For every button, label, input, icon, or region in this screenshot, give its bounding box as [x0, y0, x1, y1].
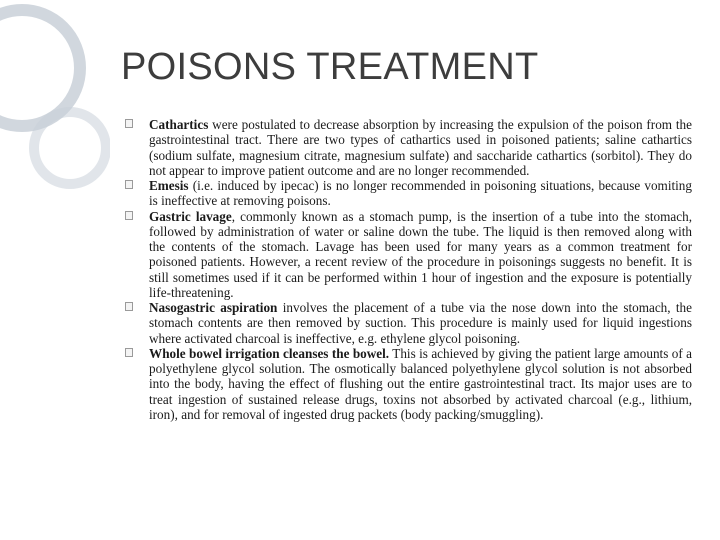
bullet-icon [125, 211, 133, 220]
list-item-nasogastric-aspiration [138, 300, 692, 346]
bullet-icon [125, 348, 133, 357]
item-term: Gastric lavage [149, 208, 232, 224]
bullet-list [138, 117, 692, 422]
list-item-cathartics [138, 117, 692, 178]
list-item-gastric-lavage [138, 209, 692, 301]
list-item-emesis [138, 178, 692, 209]
list-item-whole-bowel-irrigation [138, 346, 692, 422]
item-term: Emesis [149, 178, 189, 193]
item-term: Nasogastric aspiration [149, 300, 278, 315]
item-term: Cathartics [149, 117, 209, 132]
item-text: (i.e. induced by ipecac) is no longer recommended in poisoning situations, because vomiting is ineffective at removing poisons. [149, 178, 692, 209]
slide-title: POISONS TREATMENT [121, 46, 539, 88]
item-text: involves the placement of a tube via the nose down into the stomach, the stomach contents are then removed by suction. This procedure is mainly used for liquid ingestions where activated charcoal is ineffective, e.g. ethylene glycol poisoning. [149, 300, 692, 346]
bullet-icon [125, 302, 133, 311]
bullet-icon [125, 180, 133, 189]
item-text: This is achieved by giving the patient large amounts of a polyethylene glycol solution. The osmotically balanced polyethylene glycol solution is not absorbed into the body, having the effect of flushing out the entire gastrointestinal tract. Its major uses are to treat ingestion of sustained release drugs, toxins not absorbed by activated charcoal (e.g., lithium, iron), and for removal of ingested drug packets (body packing/smuggling). [149, 345, 692, 422]
item-text: were postulated to decrease absorption by increasing the expulsion of the poison from the gastrointestinal tract. There are two types of cathartics used in poisoned patients; saline cathartics (sodium sulfate, magnesium citrate, magnesium sulfate) and saccharide cathartics (sorbitol). They do not appear to improve patient outcome and are no longer recommended. [149, 117, 692, 178]
decorative-circles [0, 0, 110, 200]
item-term: Whole bowel irrigation cleanses the bowel. [149, 345, 390, 361]
bullet-icon [125, 119, 133, 128]
decorative-circle-small [34, 112, 106, 184]
item-text: , commonly known as a stomach pump, is the insertion of a tube into the stomach, followed by administration of water or saline down the tube. The liquid is then removed along with the contents of the stomach. Lavage has been used for many years as a common treatment for poisoned patients. However, a recent review of the procedure in poisonings suggests no benefit. It is still sometimes used if it can be performed within 1 hour of ingestion and the exposure is potentially life-threatening. [149, 208, 692, 300]
